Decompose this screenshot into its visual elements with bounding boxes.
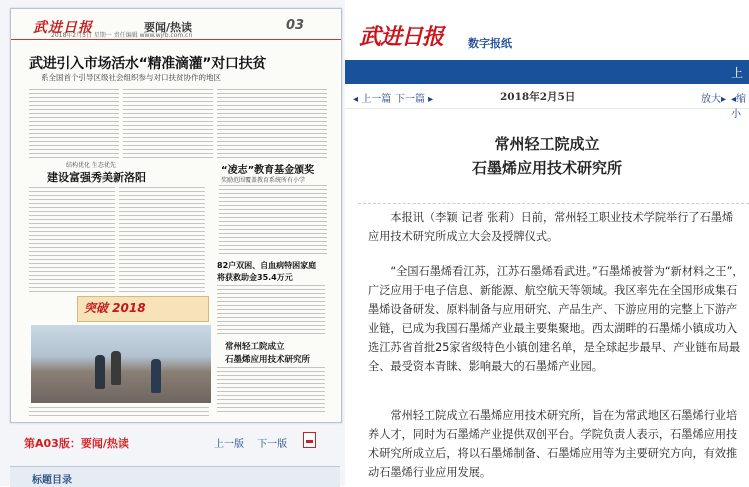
article-nav — [345, 84, 749, 120]
issue-date: 2018年2月5日 — [500, 91, 576, 103]
next-page-link[interactable]: 下一版 — [257, 439, 288, 450]
pdf-download-icon[interactable] — [303, 432, 316, 448]
next-article-link[interactable] — [395, 90, 433, 105]
site-header — [345, 0, 749, 60]
story3-sub: 奖励范围覆盖教育系统所有小学 — [221, 177, 306, 184]
title-list-bar[interactable] — [10, 466, 340, 487]
top-nav-bar — [345, 60, 749, 84]
text-column — [29, 187, 115, 292]
article-paragraph: “全国石墨烯看江苏，江苏石墨烯看武进。”石墨烯被誉为“新材料之王”，广泛应用于电子信息、新能源、航空航天等领域。我区率先在全国形成集石墨烯设备研发、原料制备与应用研究、产品生产、下游应用的完整上下游产业链，已成为我国石墨烯产业最主要集聚地。西太湖畔的石墨烯小镇成功入选江苏省首批25家省级特色小镇创建名单，是全球起步最早、产业链布局最全、最受资本青睐、影响最大的石墨烯产业园。 — [368, 265, 744, 373]
text-column — [119, 187, 205, 292]
title-divider — [358, 203, 749, 204]
article-title-line1: 常州轻工院成立 — [494, 135, 600, 153]
site-subtitle: 数字报纸 — [468, 37, 512, 50]
page-label: 第A03版：要闻/热读 — [24, 437, 129, 450]
text-column — [29, 89, 119, 159]
article-title-line2: 石墨烯应用技术研究所 — [471, 159, 622, 177]
triangle-left-icon: ◂ — [353, 94, 362, 105]
title-list-label: 标题目录 — [32, 475, 72, 486]
photo-caption — [29, 407, 209, 417]
page-nav — [214, 435, 297, 450]
zoom-in-link[interactable] — [701, 90, 726, 105]
paper-section: 要闻/热读 — [144, 21, 193, 34]
story2-title[interactable]: 建设富强秀美新洛阳 — [47, 171, 146, 184]
prev-page-link[interactable]: 上一版 — [214, 439, 244, 450]
site-logo[interactable]: 武进日报 — [359, 24, 444, 50]
top-nav-text[interactable]: 上 — [730, 66, 743, 80]
prev-article-link[interactable] — [353, 90, 391, 105]
paper-headline[interactable]: 武进引入市场活水“精准滴灌”对口扶贫 — [29, 56, 267, 72]
article-paragraph: 本报讯（李颖 记者 张莉）日前，常州轻工职业技术学院举行了石墨烯应用技术研究所成立大会及授牌仪式。 — [368, 211, 734, 243]
paper-dateline: 2018年2月5日 星期一 责任编辑 www.wjrb.com.cn — [51, 32, 193, 39]
prev-article-label: 上一篇 — [361, 94, 392, 105]
zoom-in-label: 放大 — [701, 94, 721, 105]
paper-page-number: 03 — [286, 18, 305, 33]
triangle-right-icon: ▸ — [425, 94, 434, 105]
news-photo — [31, 325, 211, 403]
paper-subheadline: 系全国首个引导区级社会组织参与对口扶贫协作的地区 — [41, 73, 221, 82]
zoom-out-label: 缩小 — [731, 94, 747, 120]
story5-title-line1[interactable]: 常州轻工院成立 — [225, 342, 285, 352]
text-column — [217, 285, 325, 335]
person-figure — [95, 355, 105, 389]
paper-logo: 武进日报 — [33, 20, 93, 36]
ad-banner — [77, 296, 209, 322]
text-column — [217, 89, 327, 159]
next-article-label: 下一篇 — [395, 94, 425, 105]
text-column — [217, 367, 325, 415]
newspaper-page-image[interactable] — [10, 8, 342, 423]
paper-masthead — [11, 9, 341, 40]
person-figure — [151, 359, 161, 393]
story5-title-line2[interactable]: 石墨烯应用技术研究所 — [225, 355, 311, 365]
ad-text: 突破 2018 — [84, 301, 146, 315]
story3-title[interactable]: “凌志”教育基金颁奖 — [221, 165, 315, 176]
article-paragraph: 常州轻工院成立石墨烯应用技术研究所，旨在为常武地区石墨烯行业培养人才，同时为石墨烯产业提供双创平台。学院负责人表示，石墨烯应用技术研究所成立后，将以石墨烯制备、石墨烯应用等为主要研究方向，有效推动石墨烯行业应用发展。 — [368, 409, 738, 479]
text-column — [123, 89, 213, 159]
page-preview-panel — [0, 0, 345, 486]
story4-title[interactable]: 82户双困、自血病特困家庭 — [217, 261, 317, 270]
zoom-out-icon: ◂ — [731, 94, 737, 105]
story2-kicker: 结构优化 生态优先 — [66, 162, 116, 169]
text-column — [219, 185, 327, 255]
story4-sub: 将获救助金35.4万元 — [217, 273, 293, 282]
triangle-right-icon: ▸ — [721, 94, 727, 105]
zoom-out-link[interactable] — [731, 90, 749, 120]
person-figure — [111, 351, 121, 385]
